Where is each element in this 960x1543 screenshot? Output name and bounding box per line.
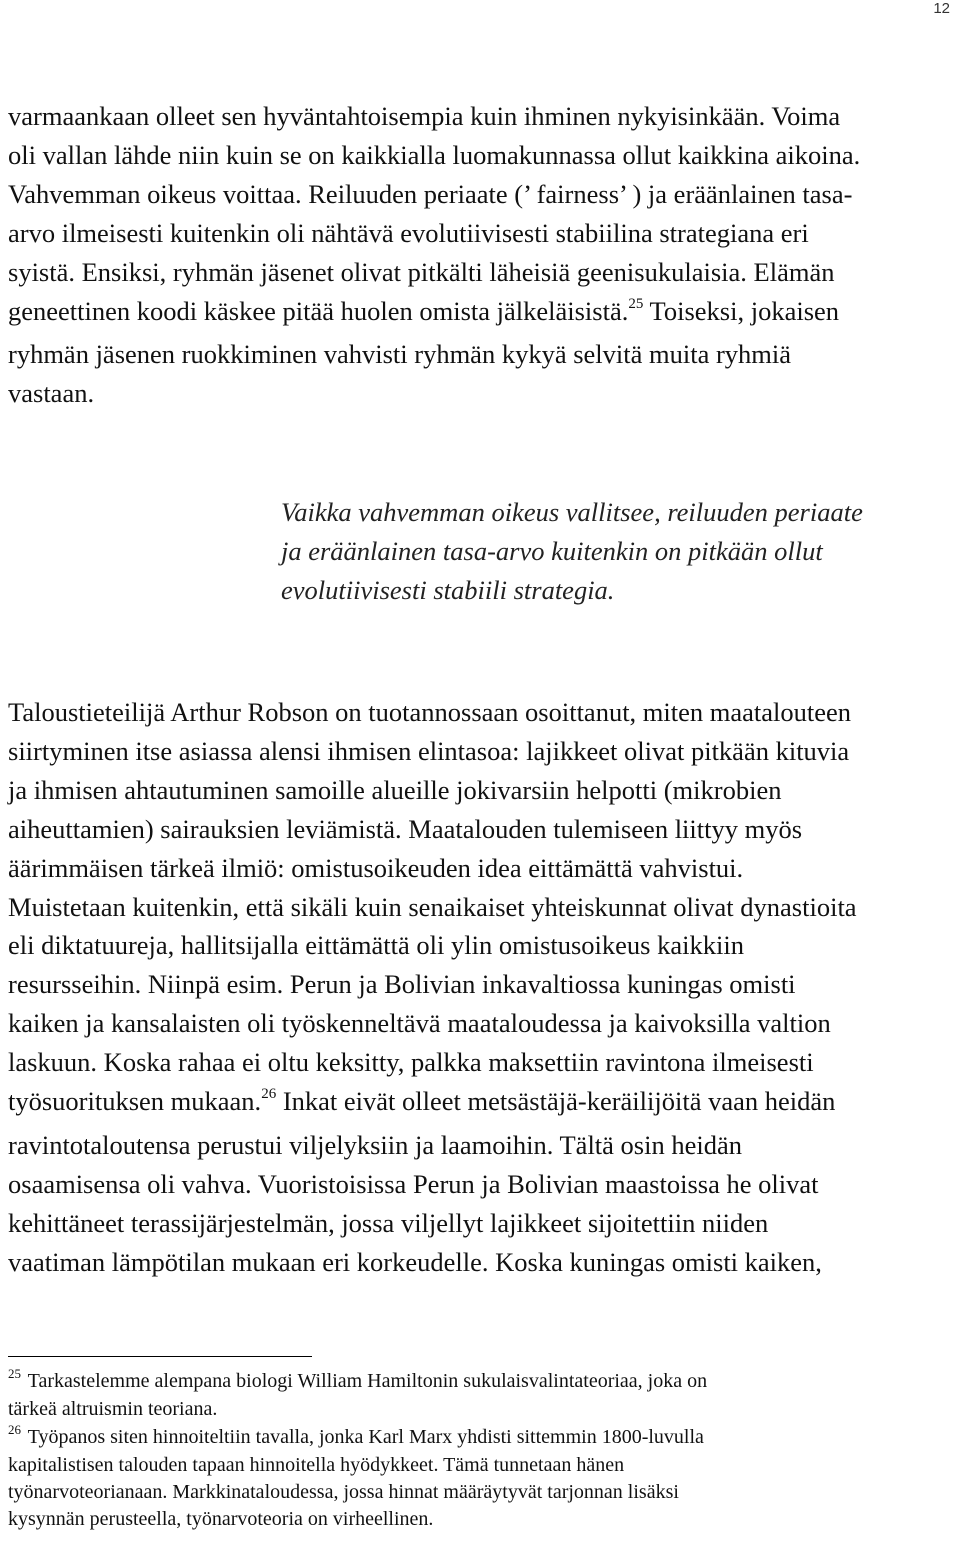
text-segment: työsuorituksen mukaan. [8, 1086, 262, 1117]
footnote-number: 25 [8, 1366, 21, 1381]
text-line: osaamisensa oli vahva. Vuoristoisissa Perun ja Bolivian maastoissa he olivat [8, 1168, 819, 1199]
text-segment: Työpanos siten hinnoiteltiin tavalla, jonka Karl Marx yhdisti sittemmin 1800-luvulla [27, 1426, 704, 1448]
text-line: oli vallan lähde niin kuin se on kaikkialla luomakunnassa ollut kaikkina aikoina. [8, 139, 861, 170]
text-line [8, 292, 954, 336]
quote-line: evolutiivisesti stabiili strategia. [281, 574, 615, 605]
text-line: Muistetaan kuitenkin, että sikäli kuin senaikaiset yhteiskunnat olivat dynastioita [8, 891, 857, 922]
footnote-25 [8, 1368, 948, 1423]
text-line: siirtyminen itse asiassa alensi ihmisen elintasoa: lajikkeet olivat pitkään kituvia [8, 735, 850, 766]
text-segment: Inkat eivät olleet metsästäjä-keräilijöitä vaan heidän [276, 1086, 836, 1117]
text-line: laskuun. Koska rahaa ei oltu keksitty, palkka maksettiin ravintona ilmeisesti [8, 1047, 814, 1078]
text-line: ravintotaloutensa perustui viljelyksiin ja laamoihin. Tältä osin heidän [8, 1129, 742, 1160]
text-line: kaiken ja kansalaisten oli työskenneltävä maataloudessa ja kaivoksilla valtion [8, 1008, 831, 1039]
footnote-reference-26[interactable]: 26 [261, 1086, 277, 1103]
text-line: aiheuttamien) sairauksien leviämistä. Maatalouden tulemiseen liittyy myös [8, 813, 803, 844]
text-line: Taloustieteilijä Arthur Robson on tuotannossaan osoittanut, miten maatalouteen [8, 697, 852, 727]
text-line: Vahvemman oikeus voittaa. Reiluuden periaate (’ fairness’ ) ja eräänlainen tasa- [8, 178, 853, 209]
quote-line: ja eräänlainen tasa-arvo kuitenkin on pitkään ollut [281, 535, 823, 566]
text-line: ryhmän jäsenen ruokkiminen vahvisti ryhmän kykyä selvitä muita ryhmiä [8, 339, 792, 370]
footnote-26 [8, 1424, 948, 1533]
footnote-number: 26 [8, 1422, 21, 1437]
footnote-line: kapitalistisen talouden tapaan hinnoitella hyödykkeet. Tämä tunnetaan hänen [8, 1454, 625, 1476]
footnote-line [8, 1424, 948, 1452]
footnote-line: työnarvoteorianaan. Markkinataloudessa, jossa hinnat määräytyvät tarjonnan lisäksi [8, 1481, 679, 1503]
footnote-separator [8, 1356, 312, 1357]
text-line: ja ihmisen ahtautuminen samoille alueille jokivarsiin helpotti (mikrobien [8, 774, 782, 805]
footnote-line: kysynnän perusteella, työnarvoteoria on virheellinen. [8, 1508, 434, 1530]
footnotes [8, 1368, 948, 1533]
text-segment: geneettinen koodi käskee pitää huolen omista jälkeläisistä. [8, 295, 629, 326]
footnote-reference-25[interactable]: 25 [628, 295, 644, 312]
text-line: resursseihin. Niinpä esim. Perun ja Bolivian inkavaltiossa kuningas omisti [8, 969, 796, 1000]
text-line: syistä. Ensiksi, ryhmän jäsenet olivat pitkälti läheisiä geenisukulaisia. Elämän [8, 256, 835, 287]
footnote-line [8, 1368, 948, 1396]
text-line: vastaan. [8, 378, 95, 409]
pull-quote [281, 493, 951, 610]
text-line: äärimmäisen tärkeä ilmiö: omistusoikeuden idea eittämättä vahvistui. [8, 852, 744, 883]
text-line: varmaankaan olleet sen hyväntahtoisempia kuin ihminen nykyisinkään. Voima [8, 101, 841, 131]
text-segment: Tarkastelemme alempana biologi William Hamiltonin sukulaisvalintateoriaa, joka on [27, 1370, 708, 1392]
body-paragraph-1 [8, 97, 954, 413]
quote-line: Vaikka vahvemman oikeus vallitsee, reiluuden periaate [281, 497, 863, 527]
body-paragraph-2 [8, 693, 954, 1282]
text-line: kehittäneet terassijärjestelmän, jossa viljellyt lajikkeet sijoitettiin niiden [8, 1207, 769, 1238]
page-number: 12 [933, 0, 950, 17]
text-line: eli diktatuureja, hallitsijalla eittämättä oli ylin omistusoikeus kaikkiin [8, 930, 744, 961]
text-line: arvo ilmeisesti kuitenkin oli nähtävä evolutiivisesti stabiilina strategiana eri [8, 217, 809, 248]
footnote-line: tärkeä altruismin teoriana. [8, 1398, 218, 1420]
text-line [8, 1082, 954, 1126]
text-line: vaatiman lämpötilan mukaan eri korkeudelle. Koska kuningas omisti kaiken, [8, 1246, 822, 1277]
text-segment: Toiseksi, jokaisen [643, 295, 840, 326]
